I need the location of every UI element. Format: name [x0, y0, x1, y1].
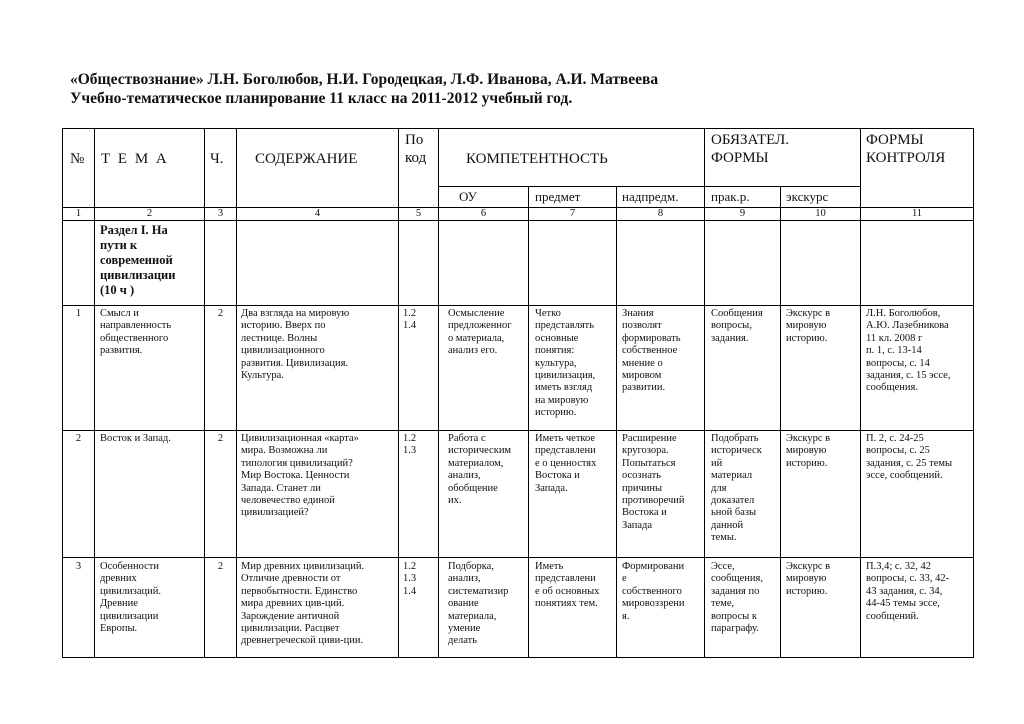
- row-1-hours: 2: [217, 308, 224, 319]
- row-3-num: 3: [75, 561, 82, 572]
- row-2-ou: Работа с историческим материалом, анализ, обобщение их.: [448, 433, 512, 507]
- subheader-ou: ОУ: [459, 189, 477, 204]
- section-title: Раздел I. На пути к современной цивилизации (10 ч ): [100, 223, 176, 297]
- header-num: №: [70, 151, 85, 167]
- row-3-content: Мир древних цивилизаций. Отличие древности от первобытности. Единство мира древних цив-ций. Зарождение античной цивилизации. Расцвет древнегреческой циви-ции.: [241, 561, 365, 647]
- row-3-control: П.3,4; с. 32, 42 вопросы, с. 33, 42- 43 задания, с. 34, 44-45 темы эссе, сообщений.: [866, 561, 950, 622]
- subheader-subject: предмет: [535, 189, 581, 204]
- subheader-practical: прак.р.: [711, 189, 750, 204]
- col-number: 10: [815, 208, 826, 219]
- row-2-tema: Восток и Запад.: [100, 433, 171, 444]
- header-kod: По код: [405, 132, 427, 166]
- row-3-ou: Подборка, анализ, систематизир ование материала, умение делать: [448, 561, 509, 647]
- row-1-tema: Смысл и направленность общественного развития.: [100, 308, 172, 357]
- title-line-1: «Обществознание» Л.Н. Боголюбов, Н.И. Городецкая, Л.Ф. Иванова, А.И. Матвеева: [70, 71, 659, 88]
- header-competence: КОМПЕТЕНТНОСТЬ: [466, 151, 608, 167]
- row-1-num: 1: [75, 308, 82, 319]
- subheader-metasubject: надпредм.: [622, 189, 679, 204]
- col-number: 6: [480, 208, 487, 219]
- row-1-ou: Осмысление предложенног о материала, анализ его.: [448, 308, 512, 357]
- header-mandatory-forms: ОБЯЗАТЕЛ. ФОРМЫ: [711, 132, 790, 166]
- row-1-excursion: Экскурс в мировую историю.: [786, 308, 831, 344]
- row-2-num: 2: [75, 433, 82, 444]
- col-number: 4: [314, 208, 321, 219]
- header-control-forms: ФОРМЫ КОНТРОЛЯ: [866, 132, 946, 166]
- col-number: 7: [569, 208, 576, 219]
- col-number: 5: [415, 208, 422, 219]
- col-number: 8: [657, 208, 664, 219]
- col-number: 1: [75, 208, 82, 219]
- row-2-metasubject: Расширение кругозора. Попытаться осознать причины противоречий Востока и Запада: [622, 433, 685, 531]
- title-line-2: Учебно-тематическое планирование 11 класс на 2011-2012 учебный год.: [70, 90, 573, 107]
- row-1-content: Два взгляда на мировую историю. Вверх по лестнице. Волны цивилизационного развития. Цивилизация. Культура.: [241, 308, 350, 382]
- row-3-kod: 1.2 1.3 1.4: [403, 561, 417, 597]
- row-1-metasubject: Знания позволят формировать собственное мнение о мировом развитии.: [622, 308, 681, 394]
- row-2-control: П. 2, с. 24-25 вопросы, с. 25 задания, с. 25 темы эссе, сообщений.: [866, 433, 953, 482]
- col-number: 3: [217, 208, 224, 219]
- row-2-hours: 2: [217, 433, 224, 444]
- col-number: 11: [911, 208, 923, 219]
- header-tema: Т Е М А: [101, 151, 167, 167]
- row-1-subject: Четко представлять основные понятия: культура, цивилизация, иметь взгляд на мировую историю.: [535, 308, 596, 419]
- col-number: 9: [739, 208, 746, 219]
- row-2-kod: 1.2 1.3: [403, 433, 417, 457]
- col-number: 2: [146, 208, 153, 219]
- row-3-hours: 2: [217, 561, 224, 572]
- row-1-kod: 1.2 1.4: [403, 308, 417, 332]
- row-2-practical: Подобрать историческ ий материал для доказател ьной базы данной темы.: [711, 433, 762, 544]
- subheader-excursion: экскурс: [786, 189, 829, 204]
- row-3-metasubject: Формировани е собственного мировоззрени я.: [622, 561, 685, 622]
- row-2-content: Цивилизационная «карта» мира. Возможна ли типология цивилизаций? Мир Востока. Ценности Запада. Станет ли человечество единой цивилизацией?: [241, 433, 359, 519]
- header-content: СОДЕРЖАНИЕ: [255, 151, 358, 167]
- row-1-practical: Сообщения вопросы, задания.: [711, 308, 763, 344]
- row-3-practical: Эссе, сообщения, задания по теме, вопросы к параграфу.: [711, 561, 763, 635]
- row-1-control: Л.Н. Боголюбов, А.Ю. Лазебникова 11 кл. 2008 г п. 1, с. 13-14 вопросы, с. 14 задания, с. 15 эссе, сообщения.: [866, 308, 951, 394]
- header-ch: Ч.: [210, 151, 224, 167]
- row-2-subject: Иметь четкое представлени е о ценностях Востока и Запада.: [535, 433, 597, 494]
- row-3-subject: Иметь представлени е об основных понятиях тем.: [535, 561, 600, 610]
- document-title: [70, 70, 658, 108]
- row-2-excursion: Экскурс в мировую историю.: [786, 433, 831, 469]
- row-3-excursion: Экскурс в мировую историю.: [786, 561, 831, 597]
- row-3-tema: Особенности древних цивилизаций. Древние цивилизации Европы.: [100, 561, 161, 635]
